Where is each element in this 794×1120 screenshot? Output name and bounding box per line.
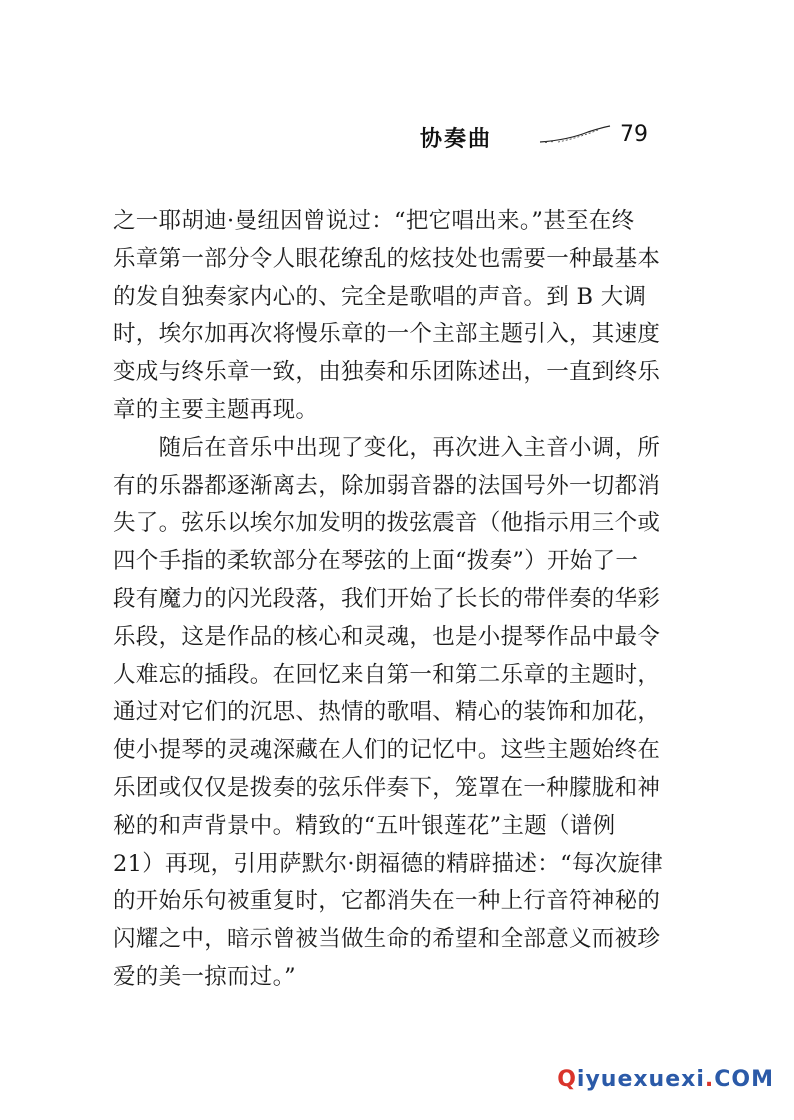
text-line: 时，埃尔加再次将慢乐章的一个主部主题引入，其速度 (113, 321, 661, 348)
site-watermark (557, 1067, 774, 1092)
text-line: 有的乐器都逐渐离去，除加弱音器的法国号外一切都消 (113, 472, 661, 499)
running-head-title: 协奏曲 (420, 127, 493, 152)
page-number: 79 (620, 122, 648, 147)
text-line: 的发自独奏家内心的、完全是歌唱的声音。到 B 大调 (113, 283, 647, 310)
text-line: 闪耀之中，暗示曾被当做生命的希望和全部意义而被珍 (113, 926, 661, 953)
page-header (420, 118, 720, 158)
text-line: 失了。弦乐以埃尔加发明的拨弦震音（他指示用三个或 (113, 510, 661, 537)
text-line: 秘的和声背景中。精致的“五叶银莲花”主题（谱例 (113, 812, 616, 839)
text-line: 的开始乐句被重复时，它都消失在一种上行音符神秘的 (113, 888, 661, 915)
text-line: 乐章第一部分令人眼花缭乱的炫技处也需要一种最基本 (113, 245, 661, 272)
watermark-com: COM (714, 1067, 774, 1092)
text-line: 段有魔力的闪光段落，我们开始了长长的带伴奏的华彩 (113, 585, 661, 612)
text-line: 之一耶胡迪·曼纽因曾说过：“把它唱出来。”甚至在终 (113, 208, 635, 234)
watermark-dot: . (704, 1067, 715, 1092)
header-ornament-icon (538, 120, 618, 150)
text-line: 变成与终乐章一致，由独奏和乐团陈述出，一直到终乐 (113, 359, 661, 386)
watermark-name: iyuexuexi (576, 1067, 705, 1092)
text-line: 四个手指的柔软部分在琴弦的上面“拨奏”）开始了一 (113, 548, 639, 575)
text-line: 乐段，这是作品的核心和灵魂，也是小提琴作品中最令 (113, 623, 661, 650)
text-line: 乐团或仅仅是拨奏的弦乐伴奏下，笼罩在一种朦胧和神 (113, 774, 661, 801)
text-line: 人难忘的插段。在回忆来自第一和第二乐章的主题时， (113, 661, 661, 688)
body-text (113, 203, 693, 997)
text-line: 通过对它们的沉思、热情的歌唱、精心的装饰和加花， (113, 699, 661, 726)
text-line: 随后在音乐中出现了变化，再次进入主音小调，所 (113, 434, 661, 461)
text-line: 爱的美一掠而过。” (113, 963, 296, 990)
watermark-q: Q (557, 1067, 577, 1092)
text-line: 使小提琴的灵魂深藏在人们的记忆中。这些主题始终在 (113, 737, 661, 764)
text-line: 21）再现，引用萨默尔·朗福德的精辟描述：“每次旋律 (113, 850, 664, 877)
text-line: 章的主要主题再现。 (113, 396, 319, 423)
